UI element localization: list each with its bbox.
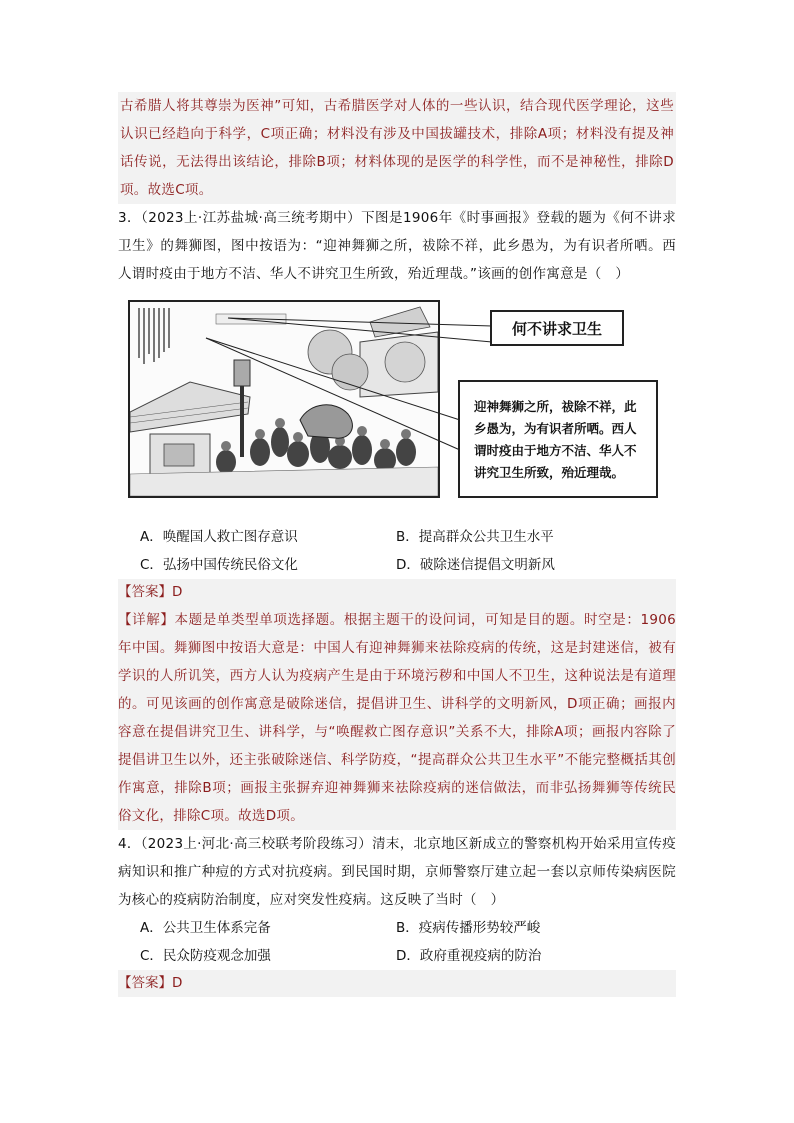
previous-explanation-continuation: 古希腊人将其尊崇为医神”可知，古希腊医学对人体的一些认识，结合现代医学理论，这些认识已经趋向于科学，C项正确；材料没有涉及中国拔罐技术，排除A项；材料没有提及神话传说，无法得出该结论，排除B项；材料体现的是医学的科学性，而不是神秘性，排除D项。故选C项。	[118, 92, 676, 204]
lion-dance-illustration	[128, 300, 440, 498]
document-body	[118, 92, 676, 997]
question-4-options	[118, 914, 676, 970]
q3-option-b: B．提高群众公共卫生水平	[396, 529, 554, 545]
q3-option-d: D．破除迷信提倡文明新风	[396, 557, 555, 573]
q4-option-a: A．公共卫生体系完备	[140, 920, 271, 936]
engraving-drawing	[130, 302, 438, 496]
question-3-explanation: 【详解】本题是单类型单项选择题。根据主题干的设问词，可知是目的题。时空是：1906年中国。舞狮图中按语大意是：中国人有迎神舞狮来祛除疫病的传统，这是封建迷信，被有学识的人所讥笑，西方人认为疫病产生是由于环境污秽和中国人不卫生，这种说法是有道理的。可见该画的创作寓意是破除迷信，提倡讲卫生、讲科学的文明新风，D项正确；画报内容意在提倡讲究卫生、讲科学，与“唤醒救亡图存意识”关系不大，排除A项；画报内容除了提倡讲卫生以外，还主张破除迷信、科学防疫，“提高群众公共卫生水平”不能完整概括其创作寓意，排除B项；画报主张摒弃迎神舞狮来祛除疫病的迷信做法，而非弘扬舞狮等传统民俗文化，排除C项。故选D项。	[118, 606, 676, 830]
lion-dance-figure	[128, 300, 668, 505]
figure-callout-text: 迎神舞狮之所，祓除不祥，此乡愚为，为有识者所哂。西人谓时疫由于地方不洁、华人不讲究卫生所致，殆近理哉。	[458, 380, 658, 498]
q4-option-d: D．政府重视疫病的防治	[396, 948, 542, 964]
question-4-answer: 【答案】D	[118, 970, 676, 997]
question-3-options	[118, 523, 676, 579]
question-3-answer: 【答案】D	[118, 579, 676, 606]
q3-option-c: C．弘扬中国传统民俗文化	[140, 557, 298, 573]
q4-option-b: B．疫病传播形势较严峻	[396, 920, 541, 936]
figure-callout-title: 何不讲求卫生	[490, 310, 624, 346]
question-4-stem: 4．（2023上·河北·高三校联考阶段练习）清末，北京地区新成立的警察机构开始采用宣传疫病知识和推广种痘的方式对抗疫病。到民国时期，京师警察厅建立起一套以京师传染病医院为核心的疫病防治制度，应对突发性疫病。这反映了当时（ ）	[118, 836, 676, 908]
q3-option-a: A．唤醒国人救亡图存意识	[140, 529, 298, 545]
question-3-stem: 3．（2023上·江苏盐城·高三统考期中）下图是1906年《时事画报》登载的题为《何不讲求卫生》的舞狮图，图中按语为：“迎神舞狮之所，祓除不祥，此乡愚为，为有识者所哂。西人谓时疫由于地方不洁、华人不讲究卫生所致，殆近理哉。”该画的创作寓意是（ ）	[118, 210, 676, 282]
q4-option-c: C．民众防疫观念加强	[140, 948, 271, 964]
